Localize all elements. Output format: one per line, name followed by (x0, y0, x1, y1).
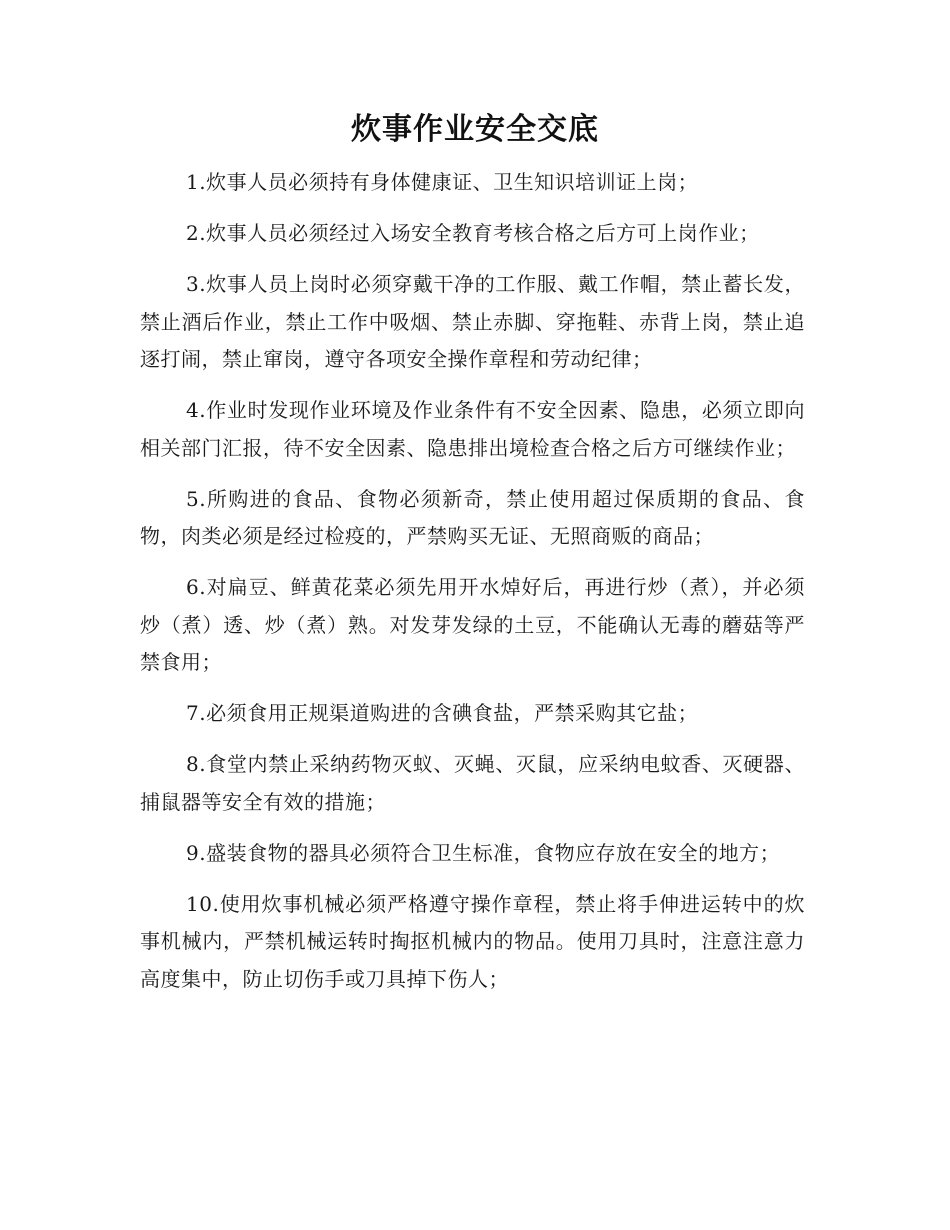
paragraph-6: 6.对扁豆、鲜黄花菜必须先用开水焯好后，再进行炒（煮），并必须炒（煮）透、炒（煮）熟。对发芽发绿的土豆，不能确认无毒的蘑菇等严禁食用； (140, 575, 805, 674)
paragraph-7: 7.必须食用正规渠道购进的含碘食盐，严禁采购其它盐； (186, 701, 699, 725)
paragraph-3: 3.炊事人员上岗时必须穿戴干净的工作服、戴工作帽，禁止蓄长发，禁止酒后作业，禁止工作中吸烟、禁止赤脚、穿拖鞋、赤背上岗，禁止追逐打闹，禁止窜岗，遵守各项安全操作章程和劳动纪律； (140, 272, 805, 371)
paragraph-4: 4.作业时发现作业环境及作业条件有不安全因素、隐患，必须立即向相关部门汇报，待不安全因素、隐患排出境检查合格之后方可继续作业； (140, 398, 805, 460)
paragraph-1: 1.炊事人员必须持有身体健康证、卫生知识培训证上岗； (186, 170, 699, 194)
document-body (140, 164, 805, 1012)
paragraph-10: 10.使用炊事机械必须严格遵守操作章程，禁止将手伸进运转中的炊事机械内，严禁机械运转时掏抠机械内的物品。使用刀具时，注意注意力高度集中，防止切伤手或刀具掉下伤人； (140, 891, 805, 991)
paragraph-8: 8.食堂内禁止采纳药物灭蚁、灭蝇、灭鼠，应采纳电蚊香、灭硬器、捕鼠器等安全有效的措施； (140, 752, 805, 814)
paragraph-2: 2.炊事人员必须经过入场安全教育考核合格之后方可上岗作业； (186, 221, 760, 245)
document-title: 炊事作业安全交底 (351, 112, 599, 147)
paragraph-5: 5.所购进的食品、食物必须新奇，禁止使用超过保质期的食品、食物，肉类必须是经过检疫的，严禁购买无证、无照商贩的商品； (140, 486, 805, 548)
paragraph-9: 9.盛装食物的器具必须符合卫生标准，食物应存放在安全的地方； (186, 840, 781, 865)
